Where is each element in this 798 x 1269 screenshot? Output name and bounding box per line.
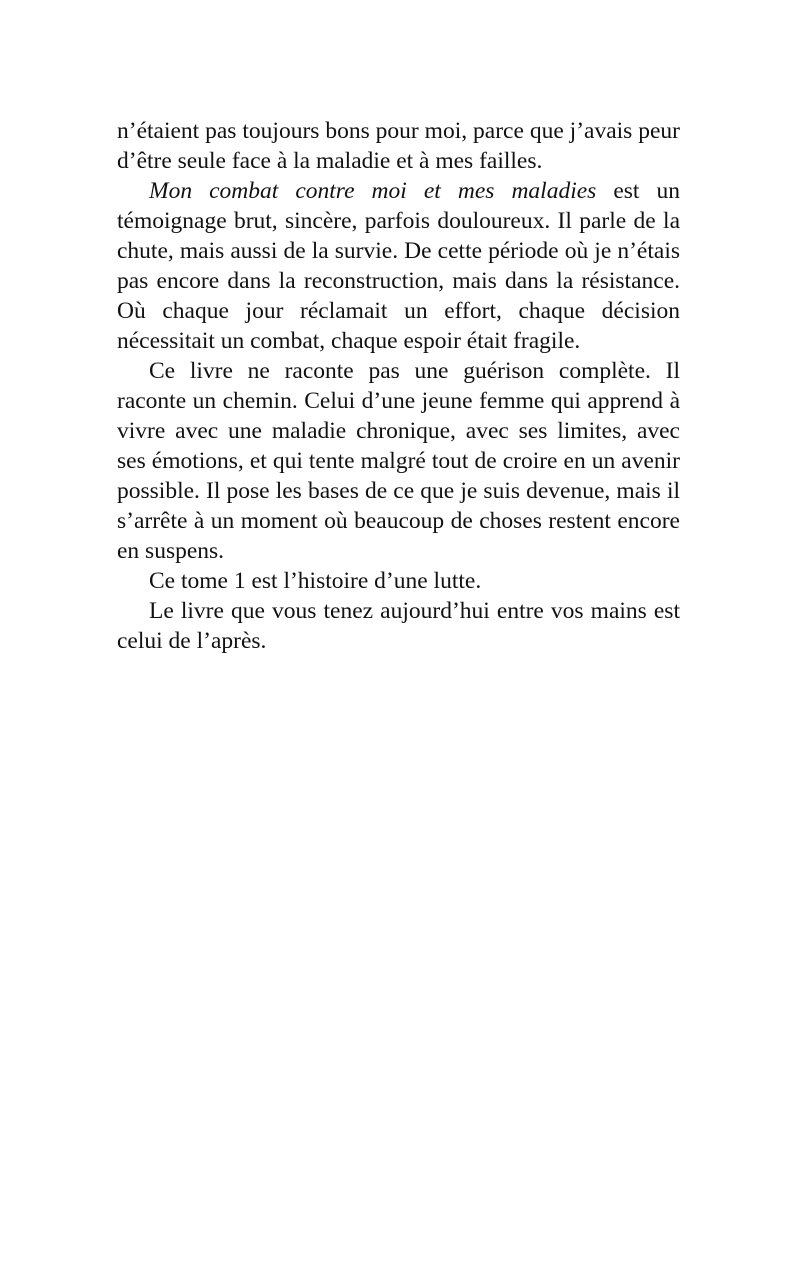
paragraph-text: Ce livre ne raconte pas une guérison complète. Il raconte un chemin. Celui d’une jeune femme qui apprend à vivre avec une maladie chronique, avec ses limites, avec ses émotions, et qui tente malgré tout de croire en un avenir possible. Il pose les bases de ce que je suis devenue, mais il s’arrête à un moment où beaucoup de choses restent encore en suspens. [117, 358, 680, 564]
paragraph-continuation [117, 116, 680, 176]
paragraph-text: Ce tome 1 est l’histoire d’une lutte. [149, 568, 482, 594]
body-text [117, 116, 680, 656]
paragraph-journey [117, 356, 680, 566]
paragraph-text: n’étaient pas toujours bons pour moi, parce que j’avais peur d’être seule face à la maladie et à mes failles. [117, 118, 680, 174]
paragraph-after [117, 596, 680, 656]
paragraph-text: Le livre que vous tenez aujourd’hui entre vos mains est celui de l’après. [117, 598, 680, 654]
paragraph-book-description [117, 176, 680, 356]
paragraph-tome-one [117, 566, 680, 596]
book-title-italic: Mon combat contre moi et mes maladies [149, 178, 597, 204]
paragraph-text: est un témoignage brut, sincère, parfois douloureux. Il parle de la chute, mais aussi de la survie. De cette période où je n’étais pas encore dans la reconstruction, mais dans la résistance. Où chaque jour réclamait un effort, chaque décision nécessitait un combat, chaque espoir était fragile. [117, 178, 681, 354]
